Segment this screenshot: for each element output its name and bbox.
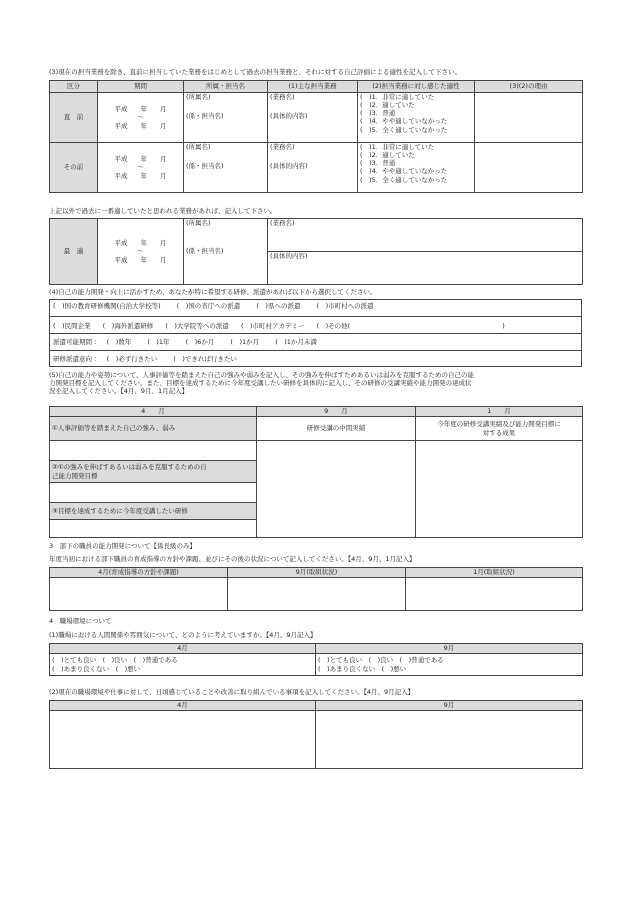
aptitude-cell[interactable] <box>358 143 475 193</box>
aptitude-option[interactable]: ( )1．非常に適していた <box>360 143 435 151</box>
input-april-policy[interactable] <box>50 578 228 611</box>
training-option[interactable]: ( )市町村への派遣 <box>316 302 374 310</box>
training-option[interactable]: ( )市町村アカデミー <box>240 322 305 330</box>
aptitude-option[interactable]: ( )1．非常に適していた <box>360 93 435 101</box>
dispatch-period-option[interactable]: ( )1か月未満 <box>275 338 317 346</box>
training-option[interactable]: ( )国の省庁への派遣 <box>176 302 241 310</box>
dispatch-period-option[interactable]: ( )6か月 <box>185 338 215 346</box>
workplace-atmosphere-table <box>49 643 583 676</box>
best-work-note: 上記以外で過去に一番適していたと思われる業務があれば、記入して下さい。 <box>49 207 277 215</box>
past-work-table <box>49 80 583 193</box>
workplace-q2: (2)現在の職場環境や仕事に対して、日頃感じていることや改善に取り組んでいる事項を記入してください。【4月、9月記入】 <box>49 688 415 696</box>
input-jan-status[interactable] <box>406 578 583 611</box>
subordinate-section-intro: 年度当初における部下職員の育成指導の方針や課題、並びにその後の状況について記入してください。【4月、9月、1月記入】 <box>49 555 416 563</box>
aptitude-option[interactable]: ( )5．全く適していなかった <box>360 125 448 134</box>
aptitude-option[interactable]: ( )3．普通 <box>360 109 396 118</box>
training-option[interactable]: ( )県への派遣 <box>256 302 301 310</box>
training-option[interactable]: ( )民間企業 <box>53 322 91 330</box>
reason-cell[interactable] <box>475 143 583 193</box>
item-desired-training: ③目標を達成するために今年度受講したい研修 <box>50 503 257 520</box>
input-jan-results[interactable] <box>416 441 583 538</box>
training-options-box <box>49 299 582 367</box>
dispatch-will-option[interactable]: ( )できれば行きたい <box>173 355 237 363</box>
atmosphere-option-line[interactable]: ( )あまり良くない ( )悪い <box>52 664 141 673</box>
input-sept-feedback[interactable] <box>316 711 583 769</box>
ability-development-table <box>49 406 583 538</box>
dispatch-will-label: 研修派遣意向 ： <box>53 355 101 363</box>
work-cell[interactable]: (業務名) (具体的内容) <box>268 143 358 193</box>
training-option[interactable]: ( )国の教育研修機関(自治大学校等) <box>53 302 161 310</box>
col-header: 9月 <box>316 644 583 654</box>
aptitude-option[interactable]: ( )2．適していた <box>360 151 415 160</box>
aptitude-option[interactable]: ( )4．やや適していなかった <box>360 167 448 176</box>
row-label: 直 前 <box>50 93 98 143</box>
col-header: 4 月 <box>50 407 257 417</box>
aptitude-cell[interactable] <box>358 93 475 143</box>
col-header: 4月 <box>50 701 316 711</box>
other-close-paren: ) <box>502 322 505 330</box>
col-header: 期間 <box>98 81 184 93</box>
section3-intro: (3)現在の担当業務を除き、直前に担当していた業務をはじめとして過去の担当業務と、それに対する自己評価による適性を記入して下さい。 <box>49 68 461 76</box>
col-header: 4月(育成指導の方針や課題) <box>50 568 228 578</box>
item-development-goal: ②①の強みを伸ばすあるいは弱みを克服するための自 己能力開発目標 <box>50 461 257 483</box>
col-header: 所属・担当名 <box>184 81 268 93</box>
affiliation-cell[interactable]: (所属名) (係・担当名) <box>184 93 268 143</box>
row-label: その前 <box>50 143 98 193</box>
work-name-cell[interactable]: (業務名) <box>268 219 583 252</box>
section5-intro: (5)自己の能力や姿勢について、人事評価等を踏まえた自己の強みや弱みを記入し、その強みを伸ばすためあるいは弱みを克服するための自己の能 力開発目標を記入してください。また、目標を達成するために今年度受講したい研修を具体的に記入し、その研修の受講実績や能力開発の達成状 況を記入してください。【4月、9月、1月記入】 <box>49 371 474 396</box>
april-atmosphere-options[interactable] <box>50 654 316 676</box>
period-cell[interactable]: 平成 年 月 〜 平成 年 月 <box>98 93 184 143</box>
col-header: 1 月 <box>416 407 583 417</box>
table-row <box>50 143 583 193</box>
jan-subheader: 今年度の研修受講実績及び能力開発目標に 対する成果 <box>416 417 583 441</box>
section4-intro: (4)自己の能力開発・向上に活かすため、あなたが特に希望する研修、派遣があれば以下から選択してください。 <box>49 288 377 296</box>
aptitude-option[interactable]: ( )5．全く適していなかった <box>360 175 448 184</box>
work-cell[interactable]: (業務名) (具体的内容) <box>268 93 358 143</box>
reason-cell[interactable] <box>475 93 583 143</box>
input-april-feedback[interactable] <box>50 711 316 769</box>
period-cell[interactable]: 平成 年 月 〜 平成 年 月 <box>98 219 184 285</box>
input-sept-progress[interactable] <box>257 441 416 538</box>
table-row <box>50 93 583 143</box>
col-header: (2)担当業務に対し感じた適性 <box>358 81 475 93</box>
col-header: 9 月 <box>257 407 416 417</box>
aptitude-option[interactable]: ( )3．普通 <box>360 159 396 168</box>
input-development-goal[interactable] <box>50 483 257 503</box>
dispatch-period-option[interactable]: ( )1か月 <box>230 338 260 346</box>
item-strength-weakness: ①人事評価等を踏まえた自己の強み、弱み <box>50 417 257 441</box>
training-option[interactable]: ( )その他( <box>316 322 351 330</box>
atmosphere-option-line[interactable]: ( )あまり良くない ( )悪い <box>318 664 407 673</box>
sept-subheader: 研修受講の中間実績 <box>257 417 416 441</box>
aptitude-option[interactable]: ( )4．やや適していなかった <box>360 117 448 126</box>
input-sept-status[interactable] <box>228 578 406 611</box>
workplace-q1: (1)職場における人間関係や雰囲気について、どのように考えていますか。【4月、9月記入】 <box>49 631 317 639</box>
dispatch-period-option[interactable]: ( )1年 <box>147 338 170 346</box>
dispatch-period-option[interactable]: ( )数年 <box>106 338 132 346</box>
row-label: 最 適 <box>50 219 98 285</box>
training-option[interactable]: ( )海外派遣研修 <box>102 322 154 330</box>
dispatch-will-option[interactable]: ( )必ず行きたい <box>106 355 158 363</box>
affiliation-cell[interactable]: (所属名) (係・担当名) <box>184 219 268 285</box>
workplace-section-title: 4 職場環境について <box>49 617 112 625</box>
best-work-table <box>49 218 583 285</box>
aptitude-option[interactable]: ( )2．適していた <box>360 101 415 110</box>
col-header: 1月(取組状況) <box>406 568 583 578</box>
period-cell[interactable]: 平成 年 月 〜 平成 年 月 <box>98 143 184 193</box>
col-header: 区分 <box>50 81 98 93</box>
dispatch-period-label: 派遣可能期間 ： <box>53 338 101 346</box>
input-desired-training[interactable] <box>50 520 257 538</box>
training-option[interactable]: ( )大学院等への派遣 <box>165 322 229 330</box>
input-strength-weakness[interactable] <box>50 441 257 461</box>
affiliation-cell[interactable]: (所属名) (係・担当名) <box>184 143 268 193</box>
col-header: (1)主な担当業務 <box>268 81 358 93</box>
col-header: (3)(2)の理由 <box>475 81 583 93</box>
atmosphere-option-line[interactable]: ( )とても良い ( )良い ( )普通である <box>318 656 444 665</box>
subordinate-section-title: 3 部下の職員の能力開発について【係長級のみ】 <box>49 542 197 550</box>
sept-atmosphere-options[interactable] <box>316 654 583 676</box>
col-header: 9月 <box>316 701 583 711</box>
work-detail-cell[interactable]: (具体的内容) <box>268 252 583 285</box>
subordinate-table <box>49 567 583 611</box>
workplace-feedback-table <box>49 700 583 769</box>
col-header: 9月(取組状況) <box>228 568 406 578</box>
col-header: 4月 <box>50 644 316 654</box>
atmosphere-option-line[interactable]: ( )とても良い ( )良い ( )普通である <box>52 656 178 665</box>
